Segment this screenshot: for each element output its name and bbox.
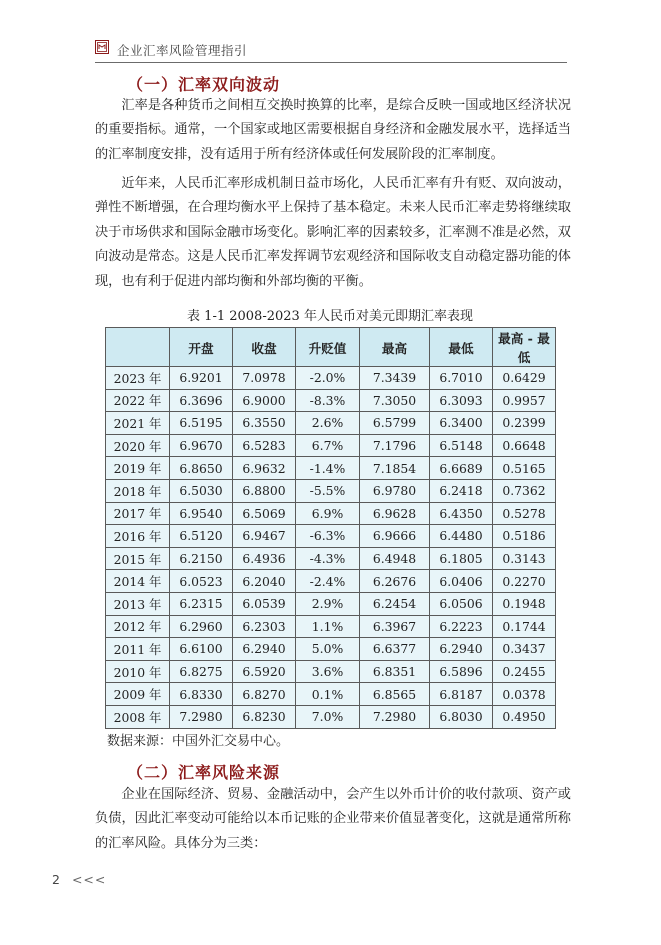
value-cell: 6.5195 (170, 412, 233, 435)
value-cell: 7.2980 (360, 705, 430, 728)
value-cell: 6.5920 (233, 660, 296, 683)
table-row (106, 660, 556, 683)
value-cell: -2.4% (296, 570, 360, 593)
value-cell: 0.3143 (493, 547, 556, 570)
header-cell: 升贬值 (296, 328, 360, 367)
book-logo-icon (95, 40, 109, 54)
value-cell: 6.0406 (430, 570, 493, 593)
value-cell: 6.8565 (360, 683, 430, 706)
table-row (106, 434, 556, 457)
paragraph-1: 汇率是各种货币之间相互交换时换算的比率，是综合反映一国或地区经济状况的重要指标。通常，一个国家或地区需要根据自身经济和金融发展水平，选择适当的汇率制度安排，没有适用于所有经济体或任何发展阶段的汇率制度。 (95, 98, 571, 162)
value-cell: 6.0523 (170, 570, 233, 593)
value-cell: 6.9467 (233, 525, 296, 548)
year-cell: 2019 年 (106, 457, 170, 480)
value-cell: -6.3% (296, 525, 360, 548)
value-cell: 6.8330 (170, 683, 233, 706)
value-cell: 0.2399 (493, 412, 556, 435)
value-cell: 6.7% (296, 434, 360, 457)
value-cell: -8.3% (296, 389, 360, 412)
value-cell: 6.1805 (430, 547, 493, 570)
value-cell: 5.0% (296, 638, 360, 661)
year-cell: 2009 年 (106, 683, 170, 706)
value-cell: 6.8275 (170, 660, 233, 683)
table-row (106, 389, 556, 412)
value-cell: 6.2940 (233, 638, 296, 661)
value-cell: 7.0% (296, 705, 360, 728)
value-cell: 6.9632 (233, 457, 296, 480)
value-cell: 2.9% (296, 592, 360, 615)
table-body (106, 367, 556, 729)
value-cell: 0.1744 (493, 615, 556, 638)
value-cell: 2.6% (296, 412, 360, 435)
year-cell: 2013 年 (106, 592, 170, 615)
value-cell: 7.3439 (360, 367, 430, 390)
year-cell: 2018 年 (106, 479, 170, 502)
value-cell: 6.7010 (430, 367, 493, 390)
value-cell: 6.4948 (360, 547, 430, 570)
data-source-note: 数据来源：中国外汇交易中心。 (107, 734, 290, 749)
value-cell: 6.8187 (430, 683, 493, 706)
value-cell: 6.9540 (170, 502, 233, 525)
table-row (106, 547, 556, 570)
value-cell: 6.9000 (233, 389, 296, 412)
value-cell: 6.8650 (170, 457, 233, 480)
value-cell: 0.0378 (493, 683, 556, 706)
value-cell: 0.4950 (493, 705, 556, 728)
value-cell: 6.9201 (170, 367, 233, 390)
value-cell: 6.4480 (430, 525, 493, 548)
value-cell: 6.9670 (170, 434, 233, 457)
value-cell: 6.6377 (360, 638, 430, 661)
value-cell: 7.3050 (360, 389, 430, 412)
value-cell: 6.3967 (360, 615, 430, 638)
value-cell: 7.1854 (360, 457, 430, 480)
value-cell: 6.2223 (430, 615, 493, 638)
value-cell: 6.2150 (170, 547, 233, 570)
running-header (95, 38, 567, 63)
header-cell: 收盘 (233, 328, 296, 367)
table-row (106, 412, 556, 435)
value-cell: 6.2040 (233, 570, 296, 593)
value-cell: -1.4% (296, 457, 360, 480)
value-cell: -4.3% (296, 547, 360, 570)
table-row (106, 705, 556, 728)
value-cell: 6.6689 (430, 457, 493, 480)
value-cell: 6.0506 (430, 592, 493, 615)
value-cell: 6.3400 (430, 412, 493, 435)
year-cell: 2022 年 (106, 389, 170, 412)
table-caption: 表 1-1 2008-2023 年人民币对美元即期汇率表现 (187, 309, 473, 324)
table-row (106, 525, 556, 548)
value-cell: 6.4936 (233, 547, 296, 570)
value-cell: 7.2980 (170, 705, 233, 728)
table-row (106, 479, 556, 502)
paragraph-3: 企业在国际经济、贸易、金融活动中，会产生以外币计价的收付款项、资产或负债，因此汇率变动可能给以本币记账的企业带来价值显著变化，这就是通常所称的汇率风险。具体分为三类： (95, 787, 571, 851)
value-cell: 6.6100 (170, 638, 233, 661)
value-cell: 6.0539 (233, 592, 296, 615)
section-title-2: （二）汇率风险来源 (127, 763, 281, 782)
table-row (106, 683, 556, 706)
value-cell: 6.5069 (233, 502, 296, 525)
value-cell: 1.1% (296, 615, 360, 638)
year-cell: 2016 年 (106, 525, 170, 548)
value-cell: 0.6429 (493, 367, 556, 390)
value-cell: 0.6648 (493, 434, 556, 457)
header-cell: 开盘 (170, 328, 233, 367)
value-cell: 6.2454 (360, 592, 430, 615)
year-cell: 2023 年 (106, 367, 170, 390)
year-cell: 2020 年 (106, 434, 170, 457)
value-cell: 6.3093 (430, 389, 493, 412)
value-cell: 6.2940 (430, 638, 493, 661)
year-cell: 2012 年 (106, 615, 170, 638)
header-cell (106, 328, 170, 367)
page-number: 2 (52, 872, 60, 887)
previous-arrows: <<< (71, 872, 107, 887)
value-cell: 6.5896 (430, 660, 493, 683)
value-cell: 6.5120 (170, 525, 233, 548)
value-cell: 6.8351 (360, 660, 430, 683)
value-cell: 6.2315 (170, 592, 233, 615)
value-cell: 6.2303 (233, 615, 296, 638)
value-cell: 6.5799 (360, 412, 430, 435)
year-cell: 2011 年 (106, 638, 170, 661)
value-cell: 0.1948 (493, 592, 556, 615)
header-title: 企业汇率风险管理指引 (117, 43, 248, 58)
table-row (106, 570, 556, 593)
value-cell: 0.1% (296, 683, 360, 706)
value-cell: 6.9628 (360, 502, 430, 525)
table-row (106, 502, 556, 525)
page-footer (52, 872, 106, 887)
value-cell: 3.6% (296, 660, 360, 683)
value-cell: -5.5% (296, 479, 360, 502)
year-cell: 2017 年 (106, 502, 170, 525)
exchange-rate-table (105, 327, 556, 729)
value-cell: 0.3437 (493, 638, 556, 661)
value-cell: 0.5278 (493, 502, 556, 525)
year-cell: 2015 年 (106, 547, 170, 570)
header-cell: 最低 (430, 328, 493, 367)
value-cell: 6.9% (296, 502, 360, 525)
value-cell: 6.2960 (170, 615, 233, 638)
value-cell: 0.5165 (493, 457, 556, 480)
header-cell: 最高 (360, 328, 430, 367)
value-cell: 6.4350 (430, 502, 493, 525)
paragraph-2: 近年来，人民币汇率形成机制日益市场化，人民币汇率有升有贬、双向波动，弹性不断增强，在合理均衡水平上保持了基本稳定。未来人民币汇率走势将继续取决于市场供求和国际金融市场变化。影响汇率的因素较多，汇率测不准是必然，双向波动是常态。这是人民币汇率发挥调节宏观经济和国际收支自动稳定器功能的体现，也有利于促进内部均衡和外部均衡的平衡。 (95, 176, 571, 289)
value-cell: 0.2455 (493, 660, 556, 683)
value-cell: 6.8800 (233, 479, 296, 502)
value-cell: 0.7362 (493, 479, 556, 502)
value-cell: 6.5148 (430, 434, 493, 457)
year-cell: 2014 年 (106, 570, 170, 593)
year-cell: 2021 年 (106, 412, 170, 435)
value-cell: 0.9957 (493, 389, 556, 412)
section-title-1: （一）汇率双向波动 (127, 75, 281, 94)
table-header-row (106, 328, 556, 367)
value-cell: 7.0978 (233, 367, 296, 390)
table-row (106, 457, 556, 480)
year-cell: 2010 年 (106, 660, 170, 683)
value-cell: 7.1796 (360, 434, 430, 457)
value-cell: 0.2270 (493, 570, 556, 593)
value-cell: -2.0% (296, 367, 360, 390)
table-row (106, 638, 556, 661)
value-cell: 6.9666 (360, 525, 430, 548)
value-cell: 6.5030 (170, 479, 233, 502)
value-cell: 6.8230 (233, 705, 296, 728)
table-row (106, 615, 556, 638)
table-row (106, 367, 556, 390)
value-cell: 6.2676 (360, 570, 430, 593)
value-cell: 6.3696 (170, 389, 233, 412)
value-cell: 6.9780 (360, 479, 430, 502)
value-cell: 6.3550 (233, 412, 296, 435)
header-cell: 最高 - 最低 (493, 328, 556, 367)
value-cell: 6.8030 (430, 705, 493, 728)
value-cell: 6.8270 (233, 683, 296, 706)
table-row (106, 592, 556, 615)
year-cell: 2008 年 (106, 705, 170, 728)
value-cell: 6.2418 (430, 479, 493, 502)
value-cell: 6.5283 (233, 434, 296, 457)
value-cell: 0.5186 (493, 525, 556, 548)
